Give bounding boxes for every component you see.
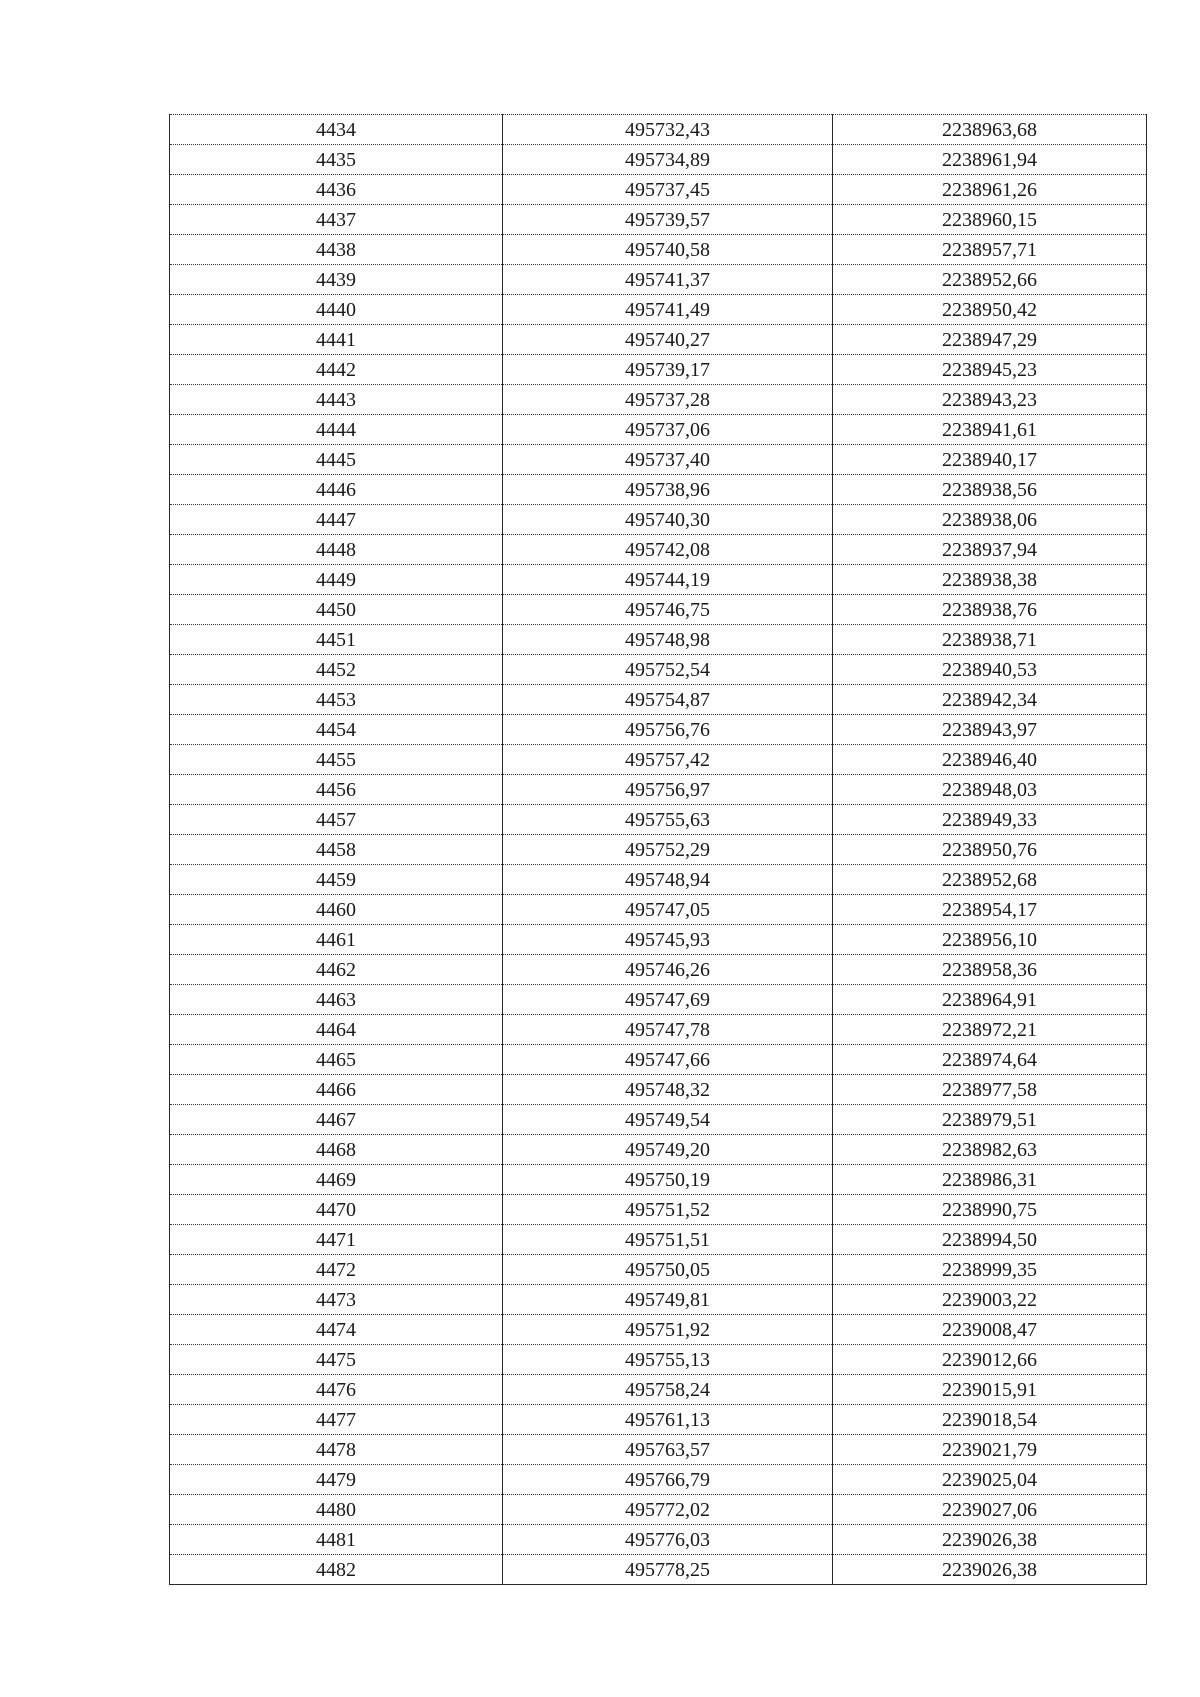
point-number-cell: 4434	[170, 115, 503, 145]
point-number-cell: 4452	[170, 655, 503, 685]
point-number-cell: 4453	[170, 685, 503, 715]
table-row	[170, 295, 1147, 325]
y-coordinate-cell: 2238956,10	[833, 925, 1147, 955]
point-number-cell: 4451	[170, 625, 503, 655]
x-coordinate-cell: 495748,98	[503, 625, 833, 655]
x-coordinate-cell: 495758,24	[503, 1375, 833, 1405]
x-coordinate-cell: 495744,19	[503, 565, 833, 595]
y-coordinate-cell: 2238943,23	[833, 385, 1147, 415]
y-coordinate-cell: 2238999,35	[833, 1255, 1147, 1285]
y-coordinate-cell: 2238938,38	[833, 565, 1147, 595]
point-number-cell: 4441	[170, 325, 503, 355]
x-coordinate-cell: 495750,19	[503, 1165, 833, 1195]
point-number-cell: 4435	[170, 145, 503, 175]
table-row	[170, 1045, 1147, 1075]
table-row	[170, 205, 1147, 235]
y-coordinate-cell: 2238938,71	[833, 625, 1147, 655]
table-row	[170, 1015, 1147, 1045]
x-coordinate-cell: 495740,27	[503, 325, 833, 355]
x-coordinate-cell: 495755,63	[503, 805, 833, 835]
point-number-cell: 4476	[170, 1375, 503, 1405]
table-row	[170, 655, 1147, 685]
point-number-cell: 4454	[170, 715, 503, 745]
point-number-cell: 4444	[170, 415, 503, 445]
y-coordinate-cell: 2238979,51	[833, 1105, 1147, 1135]
point-number-cell: 4440	[170, 295, 503, 325]
point-number-cell: 4442	[170, 355, 503, 385]
x-coordinate-cell: 495740,58	[503, 235, 833, 265]
point-number-cell: 4462	[170, 955, 503, 985]
point-number-cell: 4479	[170, 1465, 503, 1495]
table-row	[170, 1105, 1147, 1135]
x-coordinate-cell: 495741,37	[503, 265, 833, 295]
x-coordinate-cell: 495742,08	[503, 535, 833, 565]
point-number-cell: 4447	[170, 505, 503, 535]
table-row	[170, 535, 1147, 565]
table-row	[170, 385, 1147, 415]
y-coordinate-cell: 2239025,04	[833, 1465, 1147, 1495]
point-number-cell: 4455	[170, 745, 503, 775]
table-row	[170, 955, 1147, 985]
x-coordinate-cell: 495749,54	[503, 1105, 833, 1135]
point-number-cell: 4448	[170, 535, 503, 565]
point-number-cell: 4438	[170, 235, 503, 265]
table-row	[170, 895, 1147, 925]
point-number-cell: 4469	[170, 1165, 503, 1195]
point-number-cell: 4443	[170, 385, 503, 415]
y-coordinate-cell: 2238977,58	[833, 1075, 1147, 1105]
table-row	[170, 1345, 1147, 1375]
y-coordinate-cell: 2239026,38	[833, 1525, 1147, 1555]
y-coordinate-cell: 2238938,06	[833, 505, 1147, 535]
table-row	[170, 745, 1147, 775]
x-coordinate-cell: 495747,78	[503, 1015, 833, 1045]
y-coordinate-cell: 2238972,21	[833, 1015, 1147, 1045]
table-row	[170, 595, 1147, 625]
x-coordinate-cell: 495737,28	[503, 385, 833, 415]
table-row	[170, 835, 1147, 865]
x-coordinate-cell: 495738,96	[503, 475, 833, 505]
table-row	[170, 1255, 1147, 1285]
point-number-cell: 4474	[170, 1315, 503, 1345]
y-coordinate-cell: 2238947,29	[833, 325, 1147, 355]
y-coordinate-cell: 2238937,94	[833, 535, 1147, 565]
y-coordinate-cell: 2238961,94	[833, 145, 1147, 175]
table-row	[170, 1375, 1147, 1405]
table-row	[170, 625, 1147, 655]
x-coordinate-cell: 495745,93	[503, 925, 833, 955]
table-row	[170, 1225, 1147, 1255]
table-row	[170, 325, 1147, 355]
point-number-cell: 4450	[170, 595, 503, 625]
y-coordinate-cell: 2238960,15	[833, 205, 1147, 235]
table-row	[170, 1315, 1147, 1345]
point-number-cell: 4477	[170, 1405, 503, 1435]
y-coordinate-cell: 2238952,68	[833, 865, 1147, 895]
y-coordinate-cell: 2239008,47	[833, 1315, 1147, 1345]
point-number-cell: 4463	[170, 985, 503, 1015]
table-row	[170, 805, 1147, 835]
x-coordinate-cell: 495761,13	[503, 1405, 833, 1435]
x-coordinate-cell: 495756,76	[503, 715, 833, 745]
x-coordinate-cell: 495739,57	[503, 205, 833, 235]
y-coordinate-cell: 2238986,31	[833, 1165, 1147, 1195]
point-number-cell: 4467	[170, 1105, 503, 1135]
y-coordinate-cell: 2238943,97	[833, 715, 1147, 745]
point-number-cell: 4464	[170, 1015, 503, 1045]
x-coordinate-cell: 495751,51	[503, 1225, 833, 1255]
point-number-cell: 4445	[170, 445, 503, 475]
x-coordinate-cell: 495734,89	[503, 145, 833, 175]
y-coordinate-cell: 2238982,63	[833, 1135, 1147, 1165]
point-number-cell: 4446	[170, 475, 503, 505]
x-coordinate-cell: 495748,94	[503, 865, 833, 895]
table-row	[170, 235, 1147, 265]
table-row	[170, 685, 1147, 715]
x-coordinate-cell: 495749,20	[503, 1135, 833, 1165]
y-coordinate-cell: 2239026,38	[833, 1555, 1147, 1585]
table-row	[170, 565, 1147, 595]
table-row	[170, 1465, 1147, 1495]
x-coordinate-cell: 495755,13	[503, 1345, 833, 1375]
x-coordinate-cell: 495752,54	[503, 655, 833, 685]
point-number-cell: 4458	[170, 835, 503, 865]
x-coordinate-cell: 495737,40	[503, 445, 833, 475]
x-coordinate-cell: 495737,06	[503, 415, 833, 445]
table-row	[170, 1195, 1147, 1225]
point-number-cell: 4461	[170, 925, 503, 955]
point-number-cell: 4449	[170, 565, 503, 595]
point-number-cell: 4471	[170, 1225, 503, 1255]
table-row	[170, 475, 1147, 505]
coordinates-table-body	[170, 115, 1147, 1585]
x-coordinate-cell: 495752,29	[503, 835, 833, 865]
point-number-cell: 4465	[170, 1045, 503, 1075]
y-coordinate-cell: 2239027,06	[833, 1495, 1147, 1525]
x-coordinate-cell: 495741,49	[503, 295, 833, 325]
y-coordinate-cell: 2238961,26	[833, 175, 1147, 205]
x-coordinate-cell: 495776,03	[503, 1525, 833, 1555]
table-row	[170, 415, 1147, 445]
table-row	[170, 715, 1147, 745]
x-coordinate-cell: 495778,25	[503, 1555, 833, 1585]
x-coordinate-cell: 495746,26	[503, 955, 833, 985]
y-coordinate-cell: 2239021,79	[833, 1435, 1147, 1465]
y-coordinate-cell: 2238963,68	[833, 115, 1147, 145]
table-row	[170, 1075, 1147, 1105]
y-coordinate-cell: 2239015,91	[833, 1375, 1147, 1405]
x-coordinate-cell: 495732,43	[503, 115, 833, 145]
x-coordinate-cell: 495772,02	[503, 1495, 833, 1525]
table-row	[170, 1165, 1147, 1195]
y-coordinate-cell: 2239003,22	[833, 1285, 1147, 1315]
point-number-cell: 4456	[170, 775, 503, 805]
y-coordinate-cell: 2239018,54	[833, 1405, 1147, 1435]
y-coordinate-cell: 2238946,40	[833, 745, 1147, 775]
point-number-cell: 4480	[170, 1495, 503, 1525]
table-row	[170, 865, 1147, 895]
x-coordinate-cell: 495766,79	[503, 1465, 833, 1495]
table-row	[170, 1495, 1147, 1525]
x-coordinate-cell: 495751,92	[503, 1315, 833, 1345]
table-row	[170, 925, 1147, 955]
y-coordinate-cell: 2238974,64	[833, 1045, 1147, 1075]
y-coordinate-cell: 2238938,56	[833, 475, 1147, 505]
point-number-cell: 4481	[170, 1525, 503, 1555]
table-row	[170, 1135, 1147, 1165]
y-coordinate-cell: 2238952,66	[833, 265, 1147, 295]
y-coordinate-cell: 2238942,34	[833, 685, 1147, 715]
table-row	[170, 1405, 1147, 1435]
point-number-cell: 4436	[170, 175, 503, 205]
point-number-cell: 4439	[170, 265, 503, 295]
y-coordinate-cell: 2238954,17	[833, 895, 1147, 925]
y-coordinate-cell: 2238948,03	[833, 775, 1147, 805]
table-row	[170, 1525, 1147, 1555]
point-number-cell: 4459	[170, 865, 503, 895]
table-row	[170, 1285, 1147, 1315]
table-row	[170, 1555, 1147, 1585]
x-coordinate-cell: 495749,81	[503, 1285, 833, 1315]
y-coordinate-cell: 2238945,23	[833, 355, 1147, 385]
y-coordinate-cell: 2238950,76	[833, 835, 1147, 865]
table-row	[170, 505, 1147, 535]
point-number-cell: 4466	[170, 1075, 503, 1105]
y-coordinate-cell: 2238994,50	[833, 1225, 1147, 1255]
y-coordinate-cell: 2238958,36	[833, 955, 1147, 985]
x-coordinate-cell: 495754,87	[503, 685, 833, 715]
x-coordinate-cell: 495747,66	[503, 1045, 833, 1075]
x-coordinate-cell: 495757,42	[503, 745, 833, 775]
y-coordinate-cell: 2238990,75	[833, 1195, 1147, 1225]
y-coordinate-cell: 2238941,61	[833, 415, 1147, 445]
y-coordinate-cell: 2238950,42	[833, 295, 1147, 325]
point-number-cell: 4468	[170, 1135, 503, 1165]
y-coordinate-cell: 2238940,53	[833, 655, 1147, 685]
point-number-cell: 4482	[170, 1555, 503, 1585]
x-coordinate-cell: 495763,57	[503, 1435, 833, 1465]
x-coordinate-cell: 495737,45	[503, 175, 833, 205]
y-coordinate-cell: 2238964,91	[833, 985, 1147, 1015]
table-row	[170, 265, 1147, 295]
table-row	[170, 145, 1147, 175]
point-number-cell: 4473	[170, 1285, 503, 1315]
x-coordinate-cell: 495746,75	[503, 595, 833, 625]
point-number-cell: 4457	[170, 805, 503, 835]
y-coordinate-cell: 2238938,76	[833, 595, 1147, 625]
point-number-cell: 4478	[170, 1435, 503, 1465]
table-row	[170, 1435, 1147, 1465]
point-number-cell: 4437	[170, 205, 503, 235]
point-number-cell: 4460	[170, 895, 503, 925]
table-row	[170, 115, 1147, 145]
point-number-cell: 4475	[170, 1345, 503, 1375]
x-coordinate-cell: 495739,17	[503, 355, 833, 385]
table-row	[170, 775, 1147, 805]
point-number-cell: 4470	[170, 1195, 503, 1225]
table-row	[170, 445, 1147, 475]
x-coordinate-cell: 495747,05	[503, 895, 833, 925]
table-row	[170, 175, 1147, 205]
x-coordinate-cell: 495750,05	[503, 1255, 833, 1285]
x-coordinate-cell: 495748,32	[503, 1075, 833, 1105]
table-row	[170, 355, 1147, 385]
x-coordinate-cell: 495751,52	[503, 1195, 833, 1225]
point-number-cell: 4472	[170, 1255, 503, 1285]
y-coordinate-cell: 2238957,71	[833, 235, 1147, 265]
x-coordinate-cell: 495756,97	[503, 775, 833, 805]
coordinates-table	[169, 114, 1147, 1585]
y-coordinate-cell: 2238940,17	[833, 445, 1147, 475]
y-coordinate-cell: 2238949,33	[833, 805, 1147, 835]
x-coordinate-cell: 495747,69	[503, 985, 833, 1015]
table-row	[170, 985, 1147, 1015]
y-coordinate-cell: 2239012,66	[833, 1345, 1147, 1375]
x-coordinate-cell: 495740,30	[503, 505, 833, 535]
